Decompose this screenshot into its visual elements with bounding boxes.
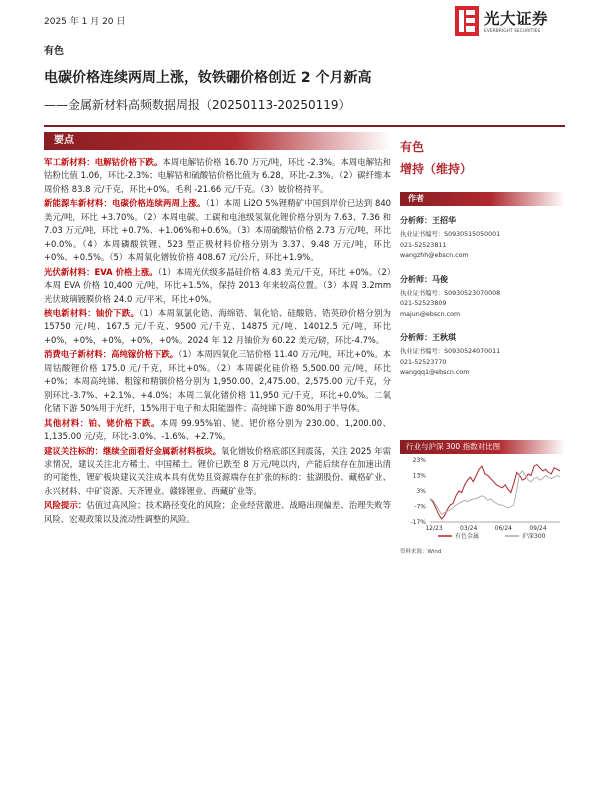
legend-label: 有色金属: [455, 533, 480, 540]
summary-paragraphs: [44, 156, 391, 526]
chart-source: 资料来源：Wind: [400, 549, 442, 555]
author-name: 分析师：王秋琪: [400, 333, 456, 342]
authors-heading: 作者: [400, 192, 565, 206]
chart-heading: 行业与沪深 300 指数对比图: [400, 440, 565, 454]
paragraph-body: 本周 99.95%铂、铑、钯价格分别为 230.00、1,200.00、1,135.00 元/克，环比-3.0%、-1.6%、+2.7%。: [44, 417, 392, 442]
summary-paragraph: [44, 499, 391, 526]
author-card: [400, 274, 565, 321]
x-tick-label: 03/24: [460, 525, 478, 532]
x-tick-label: 09/24: [529, 525, 547, 532]
author-card: [400, 215, 565, 262]
sidebar: [400, 132, 565, 379]
author-cert: 执业证书编号：S0930515050001: [400, 231, 501, 238]
author-name: 分析师：王招华: [400, 216, 456, 225]
y-tick-label: 13%: [412, 472, 426, 480]
author-phone: 021-52523811: [400, 241, 447, 249]
paragraph-lead: 军工新材料：电解钴价格下跌。: [44, 157, 163, 167]
paragraph-body: 估值过高风险；技术路径变化的风险；企业经营激进、战略出现偏差、治理失败等风险、宏观政策以及流动性调整的风险。: [44, 500, 391, 524]
summary-paragraph: [44, 266, 391, 306]
x-tick-label: 12/23: [425, 525, 443, 532]
author-phone: 021-52523770: [400, 358, 447, 366]
authors-list: [400, 215, 565, 379]
paragraph-body: （1）本周四氧化三钴价格 11.40 万元/吨，环比+0%。本周钴酸锂价格 175.0 元/千克，环比+0%。（2）本周碳化硅价格 5,500.00 元/吨，环比 +0%；本周高纯锑、粗镓和精铟价格分别为 1,950.00、2,475.00、2,575.00 元/千克，分别环比-3.7%、+2.1%、+4.0%；本周二氧化锗价格 11,950 元/千克，环比+0.0%。二氧化锗下游 50%用于光纤，15%用于电子和太阳能器件；高纯锑下游 80%用于半导体。: [44, 349, 392, 414]
summary-paragraph: [44, 197, 391, 264]
paragraph-lead: 光伏新材料：EVA 价格上涨。: [44, 266, 158, 277]
brand-name-en: EVERBRIGHT SECURITIES: [484, 29, 541, 34]
paragraph-lead: 新能源车新材料：电碳价格连续两周上涨。: [44, 198, 206, 209]
industry-tag: 有色: [44, 46, 64, 57]
paragraph-lead: 核电新材料：铀价下跌。: [44, 307, 140, 318]
series-line-nonferrous: [430, 465, 560, 519]
summary-paragraph: [44, 156, 391, 196]
rating-sector: 有色: [400, 140, 425, 154]
author-email[interactable]: majun@ebscn.com: [400, 310, 461, 318]
report-date: 2025 年 1 月 20 日: [44, 17, 126, 27]
index-comparison-chart: [400, 440, 565, 556]
brand-logo: [455, 6, 575, 40]
paragraph-body: 本周电解钴价格 16.70 万元/吨，环比 -2.3%。本周电解钴和钴粉比值 1.06，环比-2.3%；电解钴和硫酸钴价格比值为 6.28，环比-2.3%。（2）碳纤维本周价格 83.8 元/千克，环比+0%。毛利 -21.66 元/千克。（3）铍价格持平。: [44, 157, 391, 194]
author-email[interactable]: wangzhh@ebscn.com: [400, 252, 469, 259]
y-tick-label: -17%: [410, 519, 426, 526]
brand-name: 光大证券: [484, 10, 549, 28]
paragraph-body: （1）本周氧氯化锆、海绵锆、氧化铪、硅酸锆、锆英砂价格分别为 15750 元/吨、167.5 元/千克、9500 元/千克、14875 元/吨、14012.5 元/吨，环比+0%，+0%，+0%，+0%，+0%。2024 年 12 月铀价为 60.22 美元/磅，环比-4.7%。: [44, 307, 392, 345]
author-email[interactable]: wangqq1@ebscn.com: [400, 369, 470, 376]
paragraph-body: （1）本周 Li2O 5%锂精矿中国到岸价已达到 840 美元/吨，环比 +3.70%。（2）本周电碳、工碳和电池级氢氧化锂价格分别为 7.63、7.36 和 7.03 万元/吨，环比 +0.7%、+1.06%和+0.6%。（3）本周硫酸钴价格 2.73 万元/吨，环比+0.0%。（4）本周磷酸铁锂、523 型正极材料价格分别为 3.37、9.48 万元/吨，环比+0%、+0.5%。（5）本周氧化镨钕价格 408.67 元/公斤，环比+1.9%。: [44, 198, 391, 263]
paragraph-body: （1）本周光伏级多晶硅价格 4.83 美元/千克，环比 +0%。（2）本周 EVA 价格 10,400 元/吨，环比+1.5%，保持 2013 年来较高位置。（3）本周 3.2mm 光伏玻璃镀膜价格 24.0 元/平米，环比+0%。: [44, 266, 391, 304]
title-divider: [44, 125, 565, 127]
paragraph-lead: 建议关注标的：继续全面看好金属新材料板块。: [44, 445, 222, 456]
summary-heading: 要点: [44, 132, 391, 150]
report-subtitle: ——金属新材料高频数据周报（20250113-20250119）: [44, 98, 351, 112]
author-phone: 021-52523809: [400, 300, 447, 307]
summary-paragraph: [44, 348, 391, 415]
summary-paragraph: [44, 307, 391, 347]
paragraph-lead: 风险提示：: [44, 500, 87, 511]
summary-paragraph: [44, 445, 391, 499]
author-card: [400, 332, 565, 379]
chart-svg: [400, 456, 565, 546]
y-tick-label: -7%: [414, 503, 426, 511]
author-name: 分析师：马俊: [400, 274, 448, 284]
paragraph-lead: 其他材料：铂、铑价格下跌。: [44, 417, 161, 428]
y-tick-label: 23%: [412, 457, 426, 464]
report-title: 电碳价格连续两周上涨，钕铁硼价格创近 2 个月新高: [44, 70, 372, 86]
brand-logo-icon: [455, 6, 479, 36]
legend-label: 沪深300: [522, 533, 546, 540]
series-line-csi300: [430, 471, 560, 514]
paragraph-body: 氧化镨钕价格底部区间震荡，关注 2025 年需求情况，建议关注北方稀土、中国稀土。锂价已跌至 8 万元/吨以内，产能后续存在加速出清的可能性，锂矿板块建议关注成本具有优势且资源端存在扩张的标的：盐湖股份、藏格矿业、永兴材料、中矿资源、天齐锂业、赣锋锂业、西藏矿业等。: [44, 445, 392, 496]
rating-value: 增持（维持）: [400, 162, 473, 176]
summary-section: [44, 132, 391, 526]
author-cert: 执业证书编号：S0930523070008: [400, 289, 501, 297]
x-tick-label: 06/24: [494, 525, 512, 532]
paragraph-lead: 消费电子新材料：高纯镓价格下跌。: [44, 349, 179, 360]
author-cert: 执业证书编号：S0930524070011: [400, 348, 501, 355]
y-tick-label: 3%: [416, 488, 426, 495]
summary-paragraph: [44, 417, 391, 444]
